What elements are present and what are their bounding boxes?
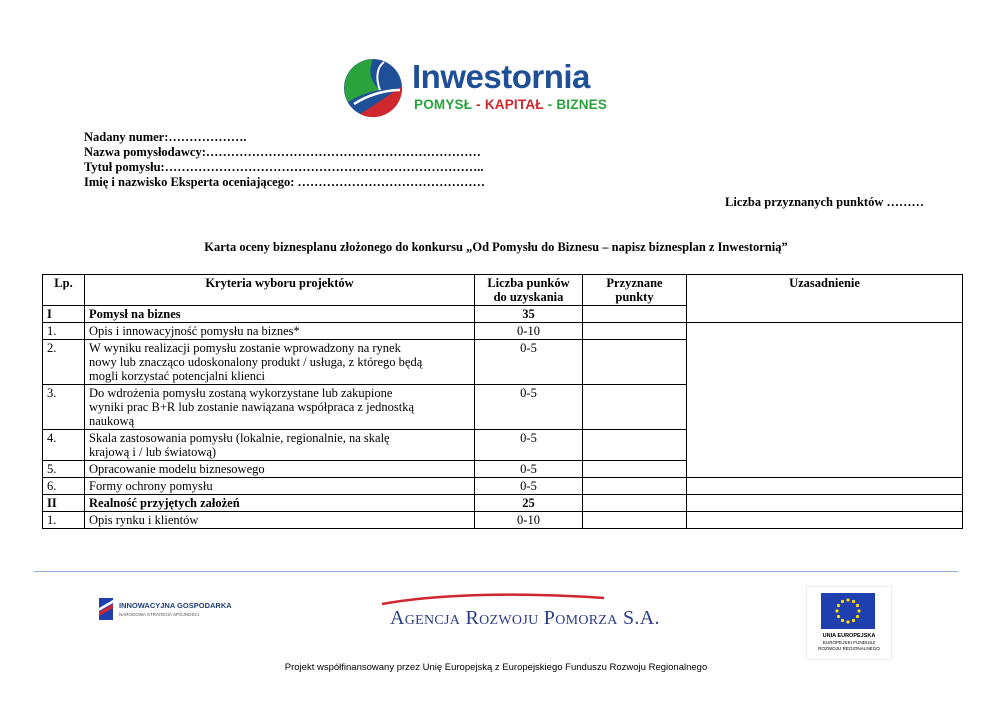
row-lp: 4. [43, 430, 85, 461]
criterion-line: Skala zastosowania pomysłu (lokalnie, regionalnie, na skalę [89, 431, 390, 445]
criterion-line: W wyniku realizacji pomysłu zostanie wprowadzony na rynek [89, 341, 401, 355]
justification-cell[interactable] [687, 495, 963, 512]
row-criterion: Realność przyjętych założeń [85, 495, 475, 512]
awarded-cell[interactable] [583, 385, 687, 430]
row-criterion [85, 430, 475, 461]
column-header-awarded [583, 275, 687, 306]
tagline-separator: - [543, 97, 557, 112]
header-line: do uzyskania [493, 290, 564, 304]
row-criterion: Formy ochrony pomysłu [85, 478, 475, 495]
idea-title-field[interactable]: Tytuł pomysłu:………………………………………………………………….. [84, 160, 484, 174]
eu-logo-line: EUROPEJSKI FUNDUSZ [822, 640, 876, 645]
eu-stars-icon [821, 593, 875, 629]
awarded-cell[interactable] [583, 495, 687, 512]
row-points: 0-5 [475, 461, 583, 478]
row-lp: II [43, 495, 85, 512]
section-row [43, 495, 963, 512]
column-header-criteria: Kryteria wyboru projektów [85, 275, 475, 306]
row-points: 0-10 [475, 512, 583, 529]
row-criterion: Opis i innowacyjność pomysłu na biznes* [85, 323, 475, 340]
justification-cell[interactable] [687, 478, 963, 495]
arp-logo-name: Agencja Rozwoju Pomorza S.A. [390, 607, 660, 629]
row-criterion [85, 340, 475, 385]
justification-cell[interactable] [687, 512, 963, 529]
row-lp: 6. [43, 478, 85, 495]
inwestornia-logo [338, 56, 608, 120]
row-lp: I [43, 306, 85, 323]
innowacyjna-gospodarka-logo [95, 592, 230, 628]
row-points: 0-5 [475, 340, 583, 385]
header-line: Liczba punków [487, 276, 570, 290]
cofinancing-note: Projekt współfinansowany przez Unię Europejską z Europejskiego Funduszu Rozwoju Regionalnego [284, 662, 708, 673]
evaluation-table [42, 274, 963, 529]
criterion-line: mogli korzystać potencjalni klienci [89, 369, 265, 383]
awarded-cell[interactable] [583, 323, 687, 340]
column-header-lp: Lp. [43, 275, 85, 306]
row-points: 0-5 [475, 385, 583, 430]
row-criterion [85, 385, 475, 430]
tagline-idea: POMYSŁ [414, 97, 473, 112]
assigned-number-field[interactable]: Nadany numer:………………. [84, 130, 247, 144]
row-lp: 1. [43, 512, 85, 529]
awarded-cell[interactable] [583, 461, 687, 478]
awarded-cell[interactable] [583, 340, 687, 385]
header-line: Przyznane [606, 276, 663, 290]
criterion-line: naukową [89, 414, 135, 428]
brand-name: Inwestornia [412, 58, 590, 95]
column-header-justification: Uzasadnienie [687, 275, 963, 323]
eu-logo-fund [807, 640, 891, 651]
awarded-cell[interactable] [583, 478, 687, 495]
tagline-separator: - [472, 97, 485, 112]
justification-cell[interactable] [687, 323, 963, 478]
awarded-cell[interactable] [583, 430, 687, 461]
header-line: punkty [615, 290, 654, 304]
eu-logo [806, 586, 892, 660]
column-header-max-points [475, 275, 583, 306]
eu-logo-line: ROZWOJU REGIONALNEGO [818, 645, 880, 651]
row-points: 0-5 [475, 430, 583, 461]
arp-swoosh-icon [378, 592, 608, 608]
row-points: 35 [475, 306, 583, 323]
tagline-capital: KAPITAŁ [484, 97, 544, 112]
table-row [43, 512, 963, 529]
criterion-line: nowy lub znacząco udoskonalony produkt / usługa, z którego będą [89, 355, 423, 369]
criterion-line: Do wdrożenia pomysłu zostaną wykorzystane lub zakupione [89, 386, 393, 400]
page-title: Karta oceny biznesplanu złożonego do konkursu „Od Pomysłu do Biznesu – napisz biznesplan z Inwestornią” [204, 240, 788, 254]
row-points: 25 [475, 495, 583, 512]
total-points-field[interactable]: Liczba przyznanych punktów ……… [725, 195, 924, 209]
awarded-cell[interactable] [583, 306, 687, 323]
awarded-cell[interactable] [583, 512, 687, 529]
eu-logo-title: UNIA EUROPEJSKA [822, 633, 876, 639]
innowacyjna-gospodarka-emblem-icon [99, 598, 113, 620]
agencja-rozwoju-pomorza-logo [378, 592, 660, 636]
table-row [43, 478, 963, 495]
criterion-line: krajową i / lub światową) [89, 445, 217, 459]
footer-divider [34, 571, 958, 572]
ig-logo-subtitle: NARODOWA STRATEGIA SPÓJNOŚCI [119, 612, 200, 617]
row-lp: 5. [43, 461, 85, 478]
row-criterion: Opis rynku i klientów [85, 512, 475, 529]
row-points: 0-5 [475, 478, 583, 495]
row-points: 0-10 [475, 323, 583, 340]
row-lp: 2. [43, 340, 85, 385]
row-criterion: Pomysł na biznes [85, 306, 475, 323]
criterion-line: wyniki prac B+R lub zostanie nawiązana współpraca z jednostką [89, 400, 414, 414]
ig-logo-title: INNOWACYJNA GOSPODARKA [119, 601, 232, 610]
brand-tagline [414, 97, 607, 112]
table-header-row [43, 275, 963, 306]
row-lp: 3. [43, 385, 85, 430]
eu-flag [821, 593, 875, 629]
applicant-name-field[interactable]: Nazwa pomysłodawcy:………………………………………………………… [84, 145, 481, 159]
table-row [43, 323, 963, 340]
row-criterion: Opracowanie modelu biznesowego [85, 461, 475, 478]
tagline-business: BIZNES [556, 97, 608, 112]
row-lp: 1. [43, 323, 85, 340]
inwestornia-globe-icon [340, 56, 406, 120]
expert-name-field[interactable]: Imię i nazwisko Eksperta oceniającego: ……………………………………… [84, 175, 486, 189]
